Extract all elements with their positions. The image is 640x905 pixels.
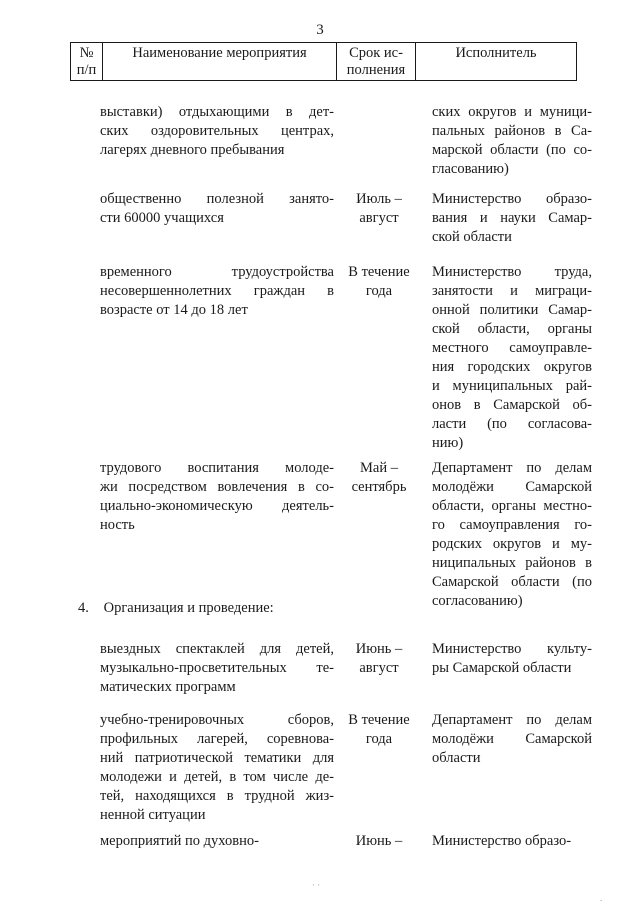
row-3-description-line: ность xyxy=(100,517,135,533)
section-title: Организация и проведение: xyxy=(103,600,274,616)
row-2-description xyxy=(100,263,334,320)
row-0-description-line: выставки) отдыхающими в дет- xyxy=(100,104,334,120)
row-3-description-line: трудового воспитания молоде- xyxy=(100,460,334,476)
row-2-executor-line: онной политики Самар- xyxy=(432,302,592,318)
scan-artifact: · · xyxy=(312,880,321,890)
row-1-executor xyxy=(432,190,592,247)
row-3-executor-line: Департамент по делам xyxy=(432,460,592,476)
page-number: 3 xyxy=(316,22,324,38)
row-1-term-line: Июль – xyxy=(356,191,402,207)
row-5-executor xyxy=(432,711,592,768)
row-2-executor-line: ской области, органы xyxy=(432,321,592,337)
row-2-executor-line: нию) xyxy=(432,435,464,451)
row-0-executor-line: ских округов и муници- xyxy=(432,104,592,120)
header-col-term-line2: полнения xyxy=(346,62,406,78)
section-heading xyxy=(78,599,274,618)
row-6-term xyxy=(342,832,416,851)
row-2-description-line: временного трудоустройства xyxy=(100,264,334,280)
row-6-description-line: мероприятий по духовно- xyxy=(100,833,259,849)
row-3-executor-line: молодёжи Самарской xyxy=(432,479,592,495)
row-1-description-line: сти 60000 учащихся xyxy=(100,210,224,226)
row-5-description xyxy=(100,711,334,825)
row-6-executor xyxy=(432,832,592,851)
row-0-executor-line: гласованию) xyxy=(432,161,509,177)
row-2-term xyxy=(342,263,416,301)
header-col-term-line1: Срок ис- xyxy=(349,45,403,61)
row-0-description-line: лагерях дневного пребывания xyxy=(100,142,285,158)
row-3-executor-line: родских округов и му- xyxy=(432,536,592,552)
row-2-executor-line: онов в Самарской об- xyxy=(432,397,592,413)
row-0-description xyxy=(100,103,334,160)
row-0-executor-line: пальных районов в Са- xyxy=(432,123,592,139)
row-5-description-line: учебно-тренировочных сборов, xyxy=(100,712,334,728)
row-3-term-line: Май – xyxy=(360,460,398,476)
row-3-description-line: циально-экономическую деятель- xyxy=(100,498,334,514)
row-2-term-line: года xyxy=(365,283,393,299)
row-2-executor-line: и муниципальных рай- xyxy=(432,378,592,394)
row-5-term-line: года xyxy=(365,731,393,747)
section-number: 4. xyxy=(78,600,89,616)
table-header xyxy=(70,42,577,81)
row-6-executor-line: Министерство образо- xyxy=(432,833,572,849)
row-0-executor xyxy=(432,103,592,179)
row-4-description-line: музыкально-просветительных те- xyxy=(100,660,334,676)
header-col-term xyxy=(337,43,416,81)
row-3-term xyxy=(342,459,416,497)
row-3-executor-line: ниципальных районов в xyxy=(432,555,592,571)
row-3-executor-line: области, органы местно- xyxy=(432,498,592,514)
row-3-executor-line: согласованию) xyxy=(432,593,523,609)
row-2-executor-line: местного самоуправле- xyxy=(432,340,592,356)
row-2-description-line: несовершеннолетних граждан в xyxy=(100,283,334,299)
row-4-term-line: Июнь – xyxy=(355,641,403,657)
row-0-executor-line: марской области (по со- xyxy=(432,142,592,158)
header-col-name: Наименование мероприятия xyxy=(103,43,337,81)
header-col-executor: Исполнитель xyxy=(416,43,577,81)
row-0-description-line: ских оздоровительных центрах, xyxy=(100,123,334,139)
row-5-description-line: ний патриотической тематики для xyxy=(100,750,334,766)
row-5-executor-line: молодёжи Самарской xyxy=(432,731,592,747)
header-col-number-line1: № xyxy=(79,45,94,61)
row-4-term xyxy=(342,640,416,678)
row-6-description xyxy=(100,832,334,851)
row-2-executor xyxy=(432,263,592,453)
row-4-description-line: матических программ xyxy=(100,679,236,695)
row-1-description xyxy=(100,190,334,228)
row-5-description-line: профильных лагерей, соревнова- xyxy=(100,731,334,747)
row-4-executor-line: ры Самарской области xyxy=(432,660,572,676)
row-6-term-line: Июнь – xyxy=(355,833,403,849)
row-4-executor xyxy=(432,640,592,678)
row-2-executor-line: ния городских округов xyxy=(432,359,592,375)
row-5-executor-line: Департамент по делам xyxy=(432,712,592,728)
row-2-term-line: В течение xyxy=(348,264,410,280)
row-2-executor-line: Министерство труда, xyxy=(432,264,592,280)
row-3-executor xyxy=(432,459,592,611)
row-4-description-line: выездных спектаклей для детей, xyxy=(100,641,334,657)
row-1-executor-line: ской области xyxy=(432,229,512,245)
header-col-number xyxy=(71,43,103,81)
header-col-number-line2: п/п xyxy=(76,62,97,78)
row-5-description-line: тей, находящихся в трудной жиз- xyxy=(100,788,334,804)
row-3-executor-line: го самоуправления го- xyxy=(432,517,592,533)
row-2-description-line: возрасте от 14 до 18 лет xyxy=(100,302,248,318)
row-5-executor-line: области xyxy=(432,750,481,766)
row-5-description-line: ненной ситуации xyxy=(100,807,206,823)
row-1-term-line: август xyxy=(359,210,399,226)
row-3-description xyxy=(100,459,334,535)
row-5-description-line: молодежи и детей, в том числе де- xyxy=(100,769,334,785)
row-3-term-line: сентябрь xyxy=(351,479,407,495)
row-4-description xyxy=(100,640,334,697)
row-1-description-line: общественно полезной занято- xyxy=(100,191,334,207)
row-5-term xyxy=(342,711,416,749)
row-3-executor-line: Самарской области (по xyxy=(432,574,592,590)
row-2-executor-line: занятости и миграци- xyxy=(432,283,592,299)
row-1-term xyxy=(342,190,416,228)
row-5-term-line: В течение xyxy=(348,712,410,728)
row-4-term-line: август xyxy=(359,660,399,676)
row-1-executor-line: Министерство образо- xyxy=(432,191,592,207)
row-2-executor-line: ласти (по согласова- xyxy=(432,416,592,432)
row-4-executor-line: Министерство культу- xyxy=(432,641,592,657)
scan-artifact: . xyxy=(600,893,603,903)
row-3-description-line: жи посредством вовлечения в со- xyxy=(100,479,334,495)
row-1-executor-line: вания и науки Самар- xyxy=(432,210,592,226)
